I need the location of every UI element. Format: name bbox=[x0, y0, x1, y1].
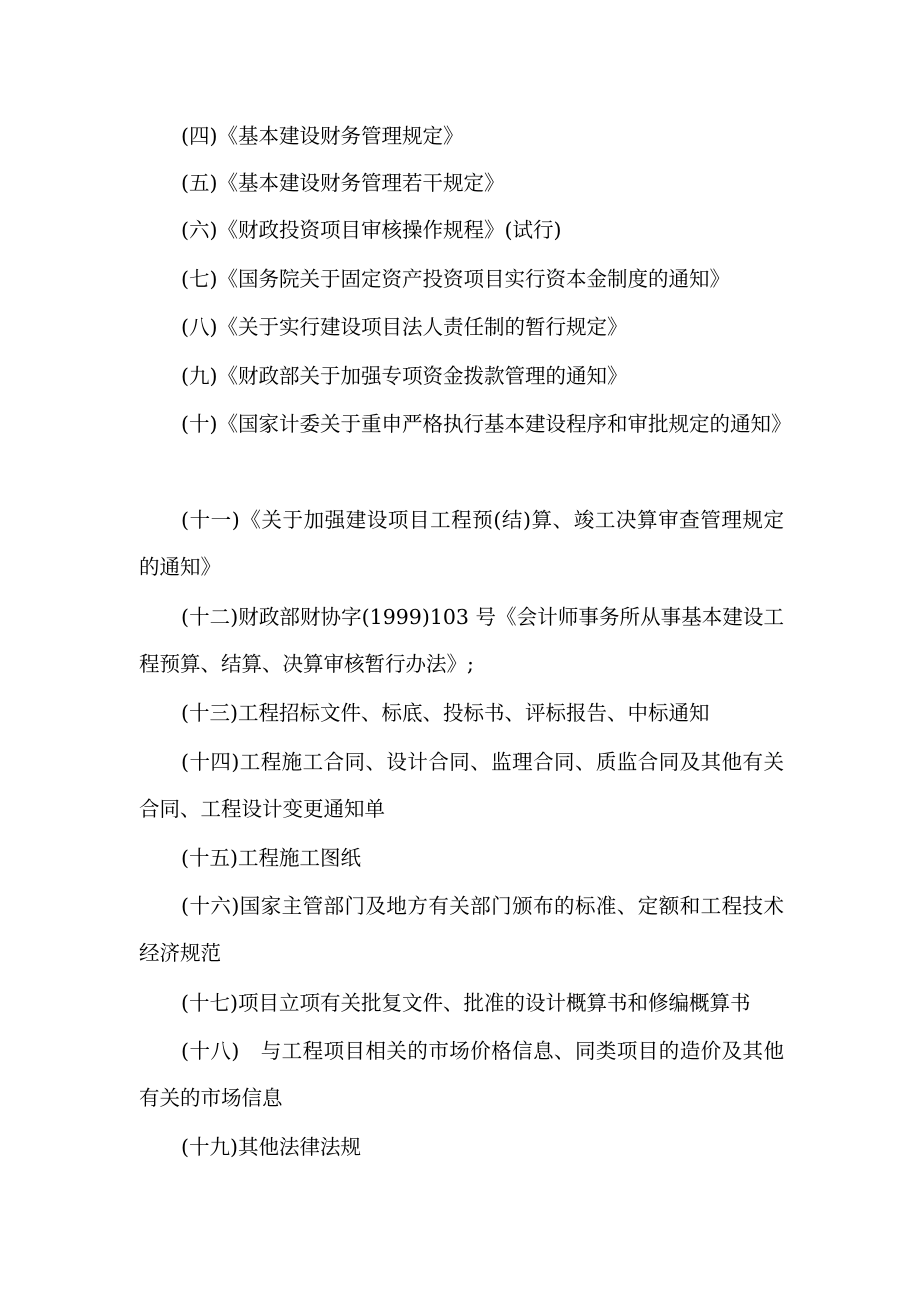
list-item-6: (六)《财政投资项目审核操作规程》(试行) bbox=[181, 218, 562, 242]
list-item-16: (十六)国家主管部门及地方有关部门颁布的标准、定额和工程技术经济规范 bbox=[139, 894, 784, 965]
list-item-4: (四)《基本建设财务管理规定》 bbox=[181, 124, 464, 148]
list-item-12: (十二)财政部财协字(1999)103 号《会计师事务所从事基本建设工程预算、结算、决算审核暂行办法》; bbox=[139, 605, 784, 676]
list-item-15: (十五)工程施工图纸 bbox=[181, 846, 361, 870]
list-item-8: (八)《关于实行建设项目法人责任制的暂行规定》 bbox=[181, 315, 628, 339]
list-item-14: (十四)工程施工合同、设计合同、监理合同、质监合同及其他有关合同、工程设计变更通知单 bbox=[139, 750, 784, 821]
list-item-7: (七)《国务院关于固定资产投资项目实行资本金制度的通知》 bbox=[181, 267, 730, 291]
list-item-11: (十一)《关于加强建设项目工程预(结)算、竣工决算审查管理规定的通知》 bbox=[139, 508, 784, 579]
list-item-13: (十三)工程招标文件、标底、投标书、评标报告、中标通知 bbox=[181, 701, 710, 725]
list-item-17: (十七)项目立项有关批复文件、批准的设计概算书和修编概算书 bbox=[181, 991, 751, 1015]
list-item-9: (九)《财政部关于加强专项资金拨款管理的通知》 bbox=[181, 364, 628, 388]
list-item-5: (五)《基本建设财务管理若干规定》 bbox=[181, 171, 505, 195]
list-item-19: (十九)其他法律法规 bbox=[181, 1135, 361, 1159]
list-item-10: (十)《国家计委关于重申严格执行基本建设程序和审批规定的通知》 bbox=[181, 412, 792, 436]
list-item-18: (十八) 与工程项目相关的市场价格信息、同类项目的造价及其他有关的市场信息 bbox=[139, 1039, 784, 1110]
